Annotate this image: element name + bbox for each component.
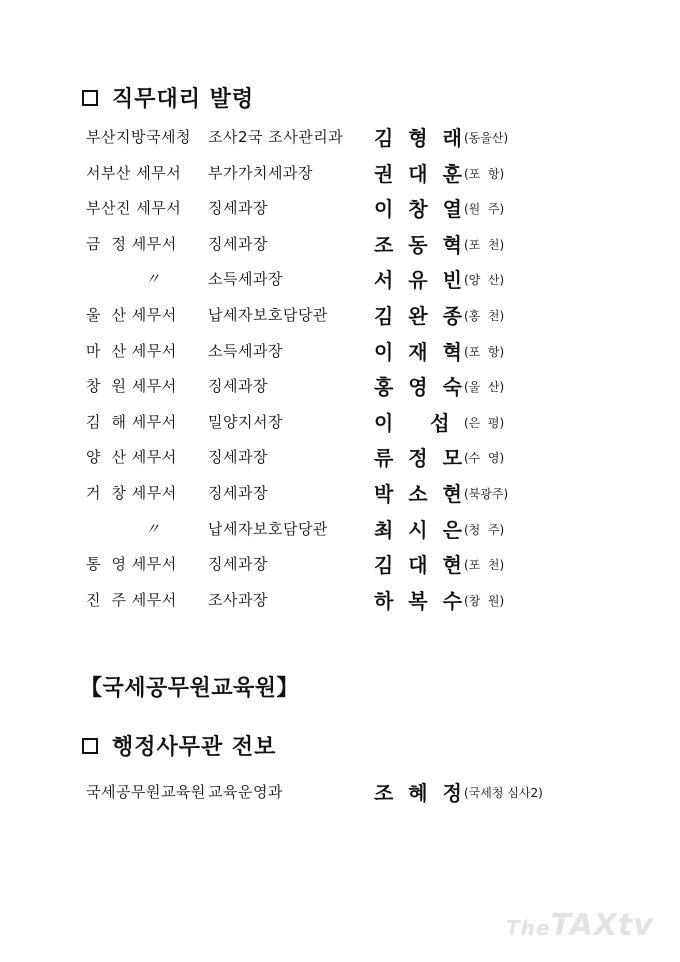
checkbox-square-icon — [82, 738, 98, 754]
department: 밀양지서장 — [208, 412, 283, 431]
office: 진 주 세무서 — [86, 590, 177, 609]
previous-post: (포 천) — [464, 558, 505, 573]
office: 〃 — [145, 519, 161, 538]
person-name: 조 혜 정 — [374, 781, 466, 805]
department: 소득세과장 — [208, 341, 283, 360]
office: 양 산 세무서 — [86, 448, 177, 467]
watermark-prefix: The — [506, 916, 551, 940]
section-title-acting — [82, 82, 254, 113]
previous-post: (포 천) — [464, 237, 505, 252]
checkbox-square-icon — [82, 90, 98, 106]
department: 징세과장 — [208, 483, 268, 502]
appointment-row — [0, 300, 680, 336]
person-name: 홍 영 숙 — [374, 375, 466, 400]
office: 김 해 세무서 — [86, 412, 177, 431]
appointment-row — [0, 122, 680, 158]
person-name: 김 대 현 — [374, 553, 466, 578]
section-title-transfer-text: 행정사무관 전보 — [112, 734, 277, 760]
office: 서부산 세무서 — [86, 163, 182, 182]
appointment-row — [0, 407, 680, 443]
transfer-row — [0, 777, 680, 807]
office: 거 창 세무서 — [86, 483, 177, 502]
person-name: 서 유 빈 — [374, 268, 466, 293]
appointment-row — [0, 371, 680, 407]
appointment-row — [0, 442, 680, 478]
org-heading: 【국세공무원교육원】 — [80, 675, 300, 701]
previous-post: (북광주) — [464, 486, 509, 501]
department: 징세과장 — [208, 199, 268, 218]
previous-post: (포 항) — [464, 344, 505, 359]
previous-post: (포 항) — [464, 166, 505, 181]
office: 금 정 세무서 — [86, 234, 177, 253]
acting-appointment-list — [0, 122, 680, 620]
watermark-brand: TAXtv — [550, 908, 654, 943]
previous-post: (동울산) — [464, 131, 509, 145]
appointment-row — [0, 158, 680, 194]
department: 교육운영과 — [208, 783, 283, 801]
department: 징세과장 — [208, 234, 268, 253]
appointment-row — [0, 585, 680, 621]
department: 조사2국 조사관리과 — [208, 128, 344, 146]
previous-post: (청 주) — [464, 522, 505, 537]
appointment-row — [0, 514, 680, 550]
person-name: 이 재 혁 — [374, 339, 466, 364]
person-name: 이 창 열 — [374, 197, 466, 222]
department: 소득세과장 — [208, 270, 283, 289]
section-title-acting-text: 직무대리 발령 — [112, 86, 255, 112]
previous-post: (국세청 심사2) — [464, 786, 543, 800]
department: 징세과장 — [208, 555, 268, 574]
previous-post: (홍 천) — [464, 308, 505, 323]
previous-post: (울 산) — [464, 380, 505, 395]
department: 부가가치세과장 — [208, 163, 313, 182]
appointment-row — [0, 336, 680, 372]
person-name: 김 형 래 — [374, 126, 466, 150]
person-name: 김 완 종 — [374, 303, 466, 328]
office: 마 산 세무서 — [86, 341, 177, 360]
person-name: 조 동 혁 — [374, 232, 466, 257]
appointment-row — [0, 229, 680, 265]
department: 징세과장 — [208, 377, 268, 396]
office: 〃 — [145, 270, 161, 289]
thetaxtv-watermark — [506, 908, 654, 943]
person-name: 권 대 훈 — [374, 161, 466, 186]
department: 조사과장 — [208, 590, 268, 609]
appointment-row — [0, 193, 680, 229]
person-name: 박 소 현 — [374, 481, 466, 506]
person-name: 이 섭 — [374, 410, 454, 435]
section-title-transfer — [82, 730, 276, 761]
department: 납세자보호담당관 — [208, 305, 328, 324]
person-name: 최 시 은 — [374, 517, 466, 542]
department: 징세과장 — [208, 448, 268, 467]
person-name: 하 복 수 — [374, 588, 466, 613]
previous-post: (수 영) — [464, 451, 505, 466]
appointment-row — [0, 549, 680, 585]
office: 부산지방국세청 — [86, 128, 191, 146]
office: 창 원 세무서 — [86, 377, 177, 396]
previous-post: (은 평) — [464, 415, 505, 430]
office: 부산진 세무서 — [86, 199, 182, 218]
appointment-row — [0, 478, 680, 514]
office: 통 영 세무서 — [86, 555, 177, 574]
office: 울 산 세무서 — [86, 305, 177, 324]
appointment-row — [0, 264, 680, 300]
office: 국세공무원교육원 — [86, 783, 206, 801]
previous-post: (양 산) — [464, 273, 505, 288]
previous-post: (창 원) — [464, 593, 505, 608]
department: 납세자보호담당관 — [208, 519, 328, 538]
person-name: 류 정 모 — [374, 446, 466, 471]
previous-post: (원 주) — [464, 202, 505, 217]
